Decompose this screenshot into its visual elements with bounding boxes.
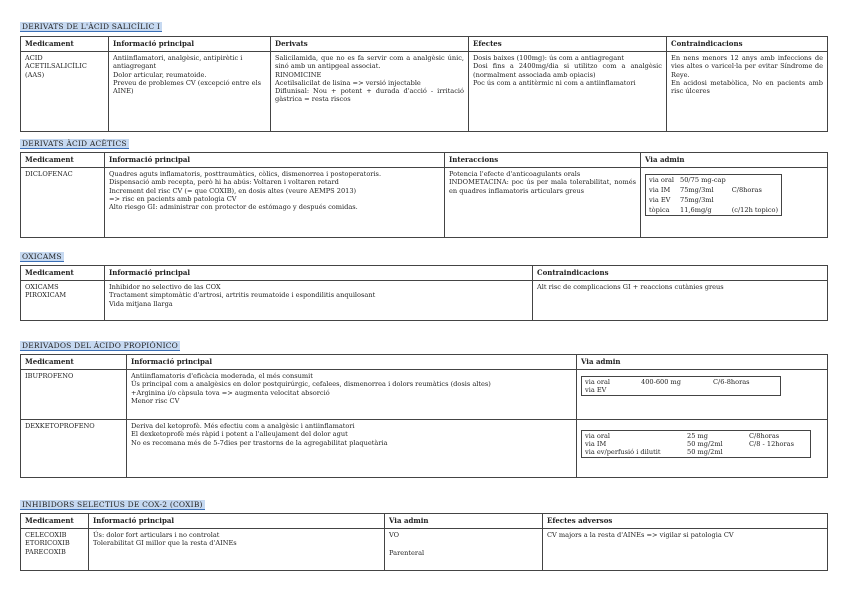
header-cell: Informació principal bbox=[127, 355, 577, 370]
coxib-table bbox=[20, 513, 828, 571]
header-cell: Informació principal bbox=[105, 266, 533, 281]
via-cell bbox=[577, 370, 828, 420]
header-cell: Efectes bbox=[469, 37, 667, 52]
interaccions-cell: Potencia l'efecte d'anticoagulants orals INDOMETACINA: poc ús per mala tolerabilitat, només en quadres inflamatoris articulars greus bbox=[445, 168, 641, 238]
section-title: INHIBIDORS SELECTIUS DE COX-2 (COXIB) bbox=[22, 500, 203, 509]
drug-cell: DEXKETOPROFENO bbox=[21, 420, 127, 478]
drug-cell: DICLOFENAC bbox=[21, 168, 105, 238]
drug-cell: IBUPROFENO bbox=[21, 370, 127, 420]
via-cell bbox=[577, 420, 828, 478]
salicylic-table bbox=[20, 36, 828, 132]
drug-cell: ACID ACETILSALICÍLIC (AAS) bbox=[21, 52, 109, 132]
info-cell: Antiinflamatori, analgèsic, antipirètic i antiagregant Dolor articular, reumatoide. Preveu de problemes CV (excepció entre els AINE) bbox=[109, 52, 271, 132]
header-cell: Via admin bbox=[641, 153, 828, 168]
header-cell: Interaccions bbox=[445, 153, 641, 168]
table-row bbox=[21, 370, 828, 420]
header-cell: Contraindicacions bbox=[533, 266, 828, 281]
header-cell: Medicament bbox=[21, 37, 109, 52]
header-cell: Medicament bbox=[21, 355, 127, 370]
header-cell: Via admin bbox=[385, 514, 543, 529]
contra-cell: En nens menors 12 anys amb infeccions de vies altes o varicel·la per evitar Síndrome de Reye. En acidosi metabòlica, No en pacients amb risc úlceres bbox=[667, 52, 828, 132]
header-cell: Contraindicacions bbox=[667, 37, 828, 52]
section-coxib bbox=[20, 492, 828, 571]
info-cell: Deriva del ketoprofè. Més efectiu com a analgèsic i antiinflamatori El dexketoprofè més ràpid i potent a l'alleujament del dolor agut No es recomana més de 5-7dies per trastorns de la agregabilitat plaquetària bbox=[127, 420, 577, 478]
table-row bbox=[21, 529, 828, 571]
acetic-table bbox=[20, 152, 828, 238]
header-cell: Derivats bbox=[271, 37, 469, 52]
derivats-cell: Salicilamida, que no es fa servir com a analgèsic únic, sinó amb un antipgeal associat. RINOMICINE Acetilsalicilat de lisina => versió injectable Diflunisal: Nou + potent + durada d'acció - irritació gàstrica = resta riscos bbox=[271, 52, 469, 132]
table-header-row bbox=[21, 514, 828, 529]
section-title: OXICAMS bbox=[22, 252, 62, 261]
contra-cell: Alt risc de complicacions GI + reaccions cutànies greus bbox=[533, 281, 828, 321]
via-admin-box: via oral via IM via ev/perfusió i dilutit 25 mg 50 mg/2ml 50 mg/2ml C/8horas C/8 - 12horas bbox=[581, 430, 811, 458]
propionic-table bbox=[20, 354, 828, 478]
info-cell: Quadres aguts inflamatoris, posttraumàtics, còlics, dismenorrea i postoperatoris. Dispensació amb recepta, però hi ha abús: Voltaren i voltaren retard Increment del risc CV (= que COXIB), en dosis altes (veure AEMPS 2013) => risc en pacients amb patologia CV Alto riesgo GI: administrar con protector de estómago y después comidas. bbox=[105, 168, 445, 238]
table-header-row bbox=[21, 355, 828, 370]
header-cell: Via admin bbox=[577, 355, 828, 370]
drug-cell: OXICAMS PIROXICAM bbox=[21, 281, 105, 321]
section-oxicams bbox=[20, 244, 828, 321]
info-cell: Inhibidor no selectivo de las COX Tractament simptomàtic d'artrosi, artritis reumatoide i espondilitis anquilosant Vida mitjana llarga bbox=[105, 281, 533, 321]
via-admin-box: via oral via EV 400-600 mg C/6-8horas bbox=[581, 376, 781, 396]
header-cell: Medicament bbox=[21, 266, 105, 281]
table-row bbox=[21, 52, 828, 132]
table-header-row bbox=[21, 153, 828, 168]
header-cell: Efectes adversos bbox=[543, 514, 828, 529]
info-cell: Ús: dolor fort articulars i no controlat Tolerabilitat GI millor que la resta d'AINEs bbox=[89, 529, 385, 571]
section-propionic bbox=[20, 333, 828, 478]
table-row bbox=[21, 168, 828, 238]
via-cell: VO Parenteral bbox=[385, 529, 543, 571]
table-header-row bbox=[21, 37, 828, 52]
section-salicylic bbox=[20, 14, 828, 132]
header-cell: Medicament bbox=[21, 514, 89, 529]
header-cell: Informació principal bbox=[105, 153, 445, 168]
via-admin-box: via oral 50/75 mg-cap C/8horas via IM 75mg/3ml via EV 75mg/3ml tòpica 11,6mg/g (c/12h topico) bbox=[645, 174, 782, 216]
header-cell: Informació principal bbox=[89, 514, 385, 529]
info-cell: Antiinflamatoris d'eficàcia moderada, el més consumit Ús principal com a analgèsics en dolor postquirúrgic, cefalees, dismenorrea i dolors reumàtics (dosis altes) +Arginina i/o càpsula tova => augmenta velocitat absorció Menor risc CV bbox=[127, 370, 577, 420]
via-cell bbox=[641, 168, 828, 238]
drug-cell: CELECOXIB ETORICOXIB PARECOXIB bbox=[21, 529, 89, 571]
section-title: DERIVADOS DEL ÁCIDO PROPIÓNICO bbox=[22, 341, 179, 350]
table-row bbox=[21, 420, 828, 478]
header-cell: Informació principal bbox=[109, 37, 271, 52]
table-header-row bbox=[21, 266, 828, 281]
section-acetic bbox=[20, 131, 828, 238]
section-title: DERIVATS DE L'ÀCID SALICÍLIC I bbox=[22, 22, 161, 31]
section-title: DERIVATS ÀCID ACÈTICS bbox=[22, 139, 127, 148]
table-row bbox=[21, 281, 828, 321]
efectes-cell: Dosis baixes (100mg): ús com a antiagregant Dosi fins a 2400mg/dia si utilitzo com a analgèsic (normalment associada amb opiacis) Poc ús com a antitèrmic ni com a antiinflamatori bbox=[469, 52, 667, 132]
oxicams-table bbox=[20, 265, 828, 321]
efectes-cell: CV majors a la resta d'AINEs => vigilar si patologia CV bbox=[543, 529, 828, 571]
header-cell: Medicament bbox=[21, 153, 105, 168]
